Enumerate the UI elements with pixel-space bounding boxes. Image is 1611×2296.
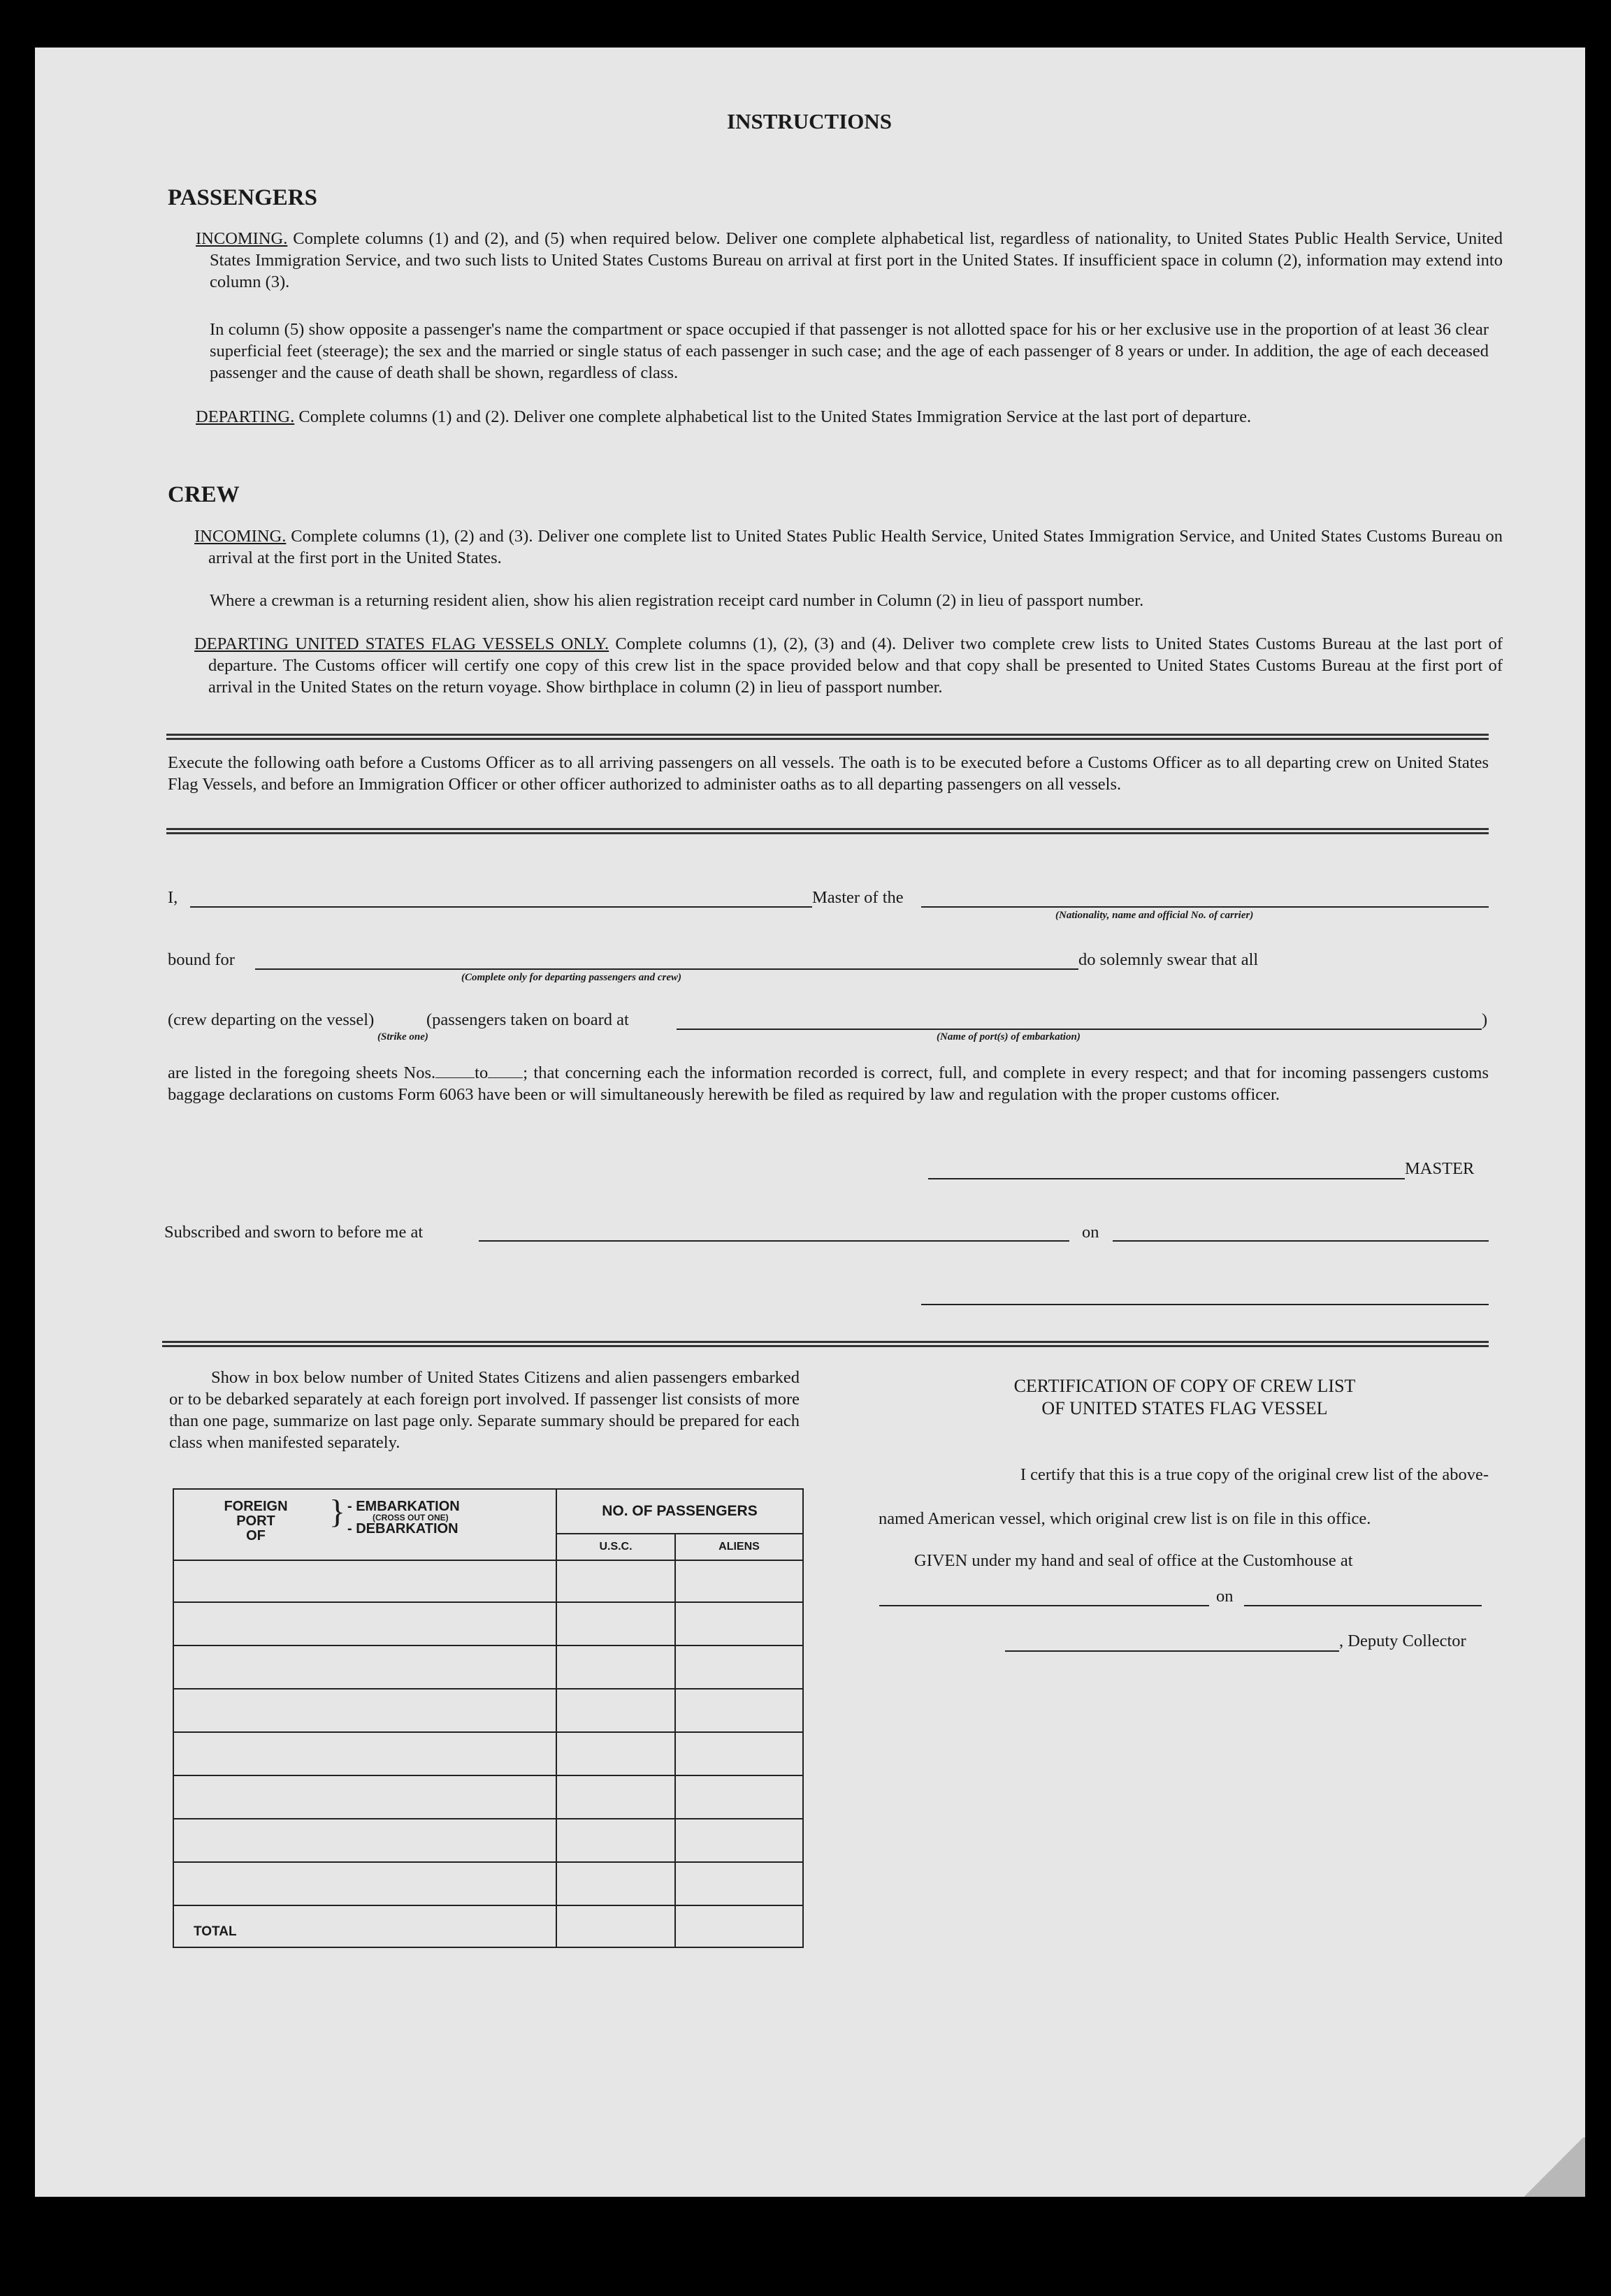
brace-icon: } — [329, 1493, 346, 1530]
table-row — [173, 1602, 803, 1645]
oath-intro: Execute the following oath before a Customs Officer as to all arriving passengers on all vessels. The oath is to be executed before a Customs Officer as to all departing crew on United States Flag Vessels, and before an Immigration Officer or other officer authorized to administer oaths as to all departing passengers on all vessels. — [168, 753, 1489, 794]
port-label: PORT — [236, 1513, 275, 1529]
sheet-from-field[interactable] — [435, 1077, 475, 1078]
passengers-departing-text: Complete columns (1) and (2). Deliver one complete alphabetical list to the United States Immigration Service at the last port of departure. — [298, 407, 1252, 426]
certification-title — [881, 1375, 1489, 1420]
nationality-hint: (Nationality, name and official No. of carrier) — [1055, 910, 1254, 921]
usc-cell[interactable] — [556, 1645, 675, 1689]
deputy-signature-field[interactable] — [1005, 1650, 1339, 1652]
given-date-field[interactable] — [1244, 1605, 1482, 1606]
usc-total-cell[interactable] — [556, 1905, 675, 1947]
divider — [166, 828, 1489, 834]
sworn-at-field[interactable] — [479, 1240, 1069, 1242]
listed-text-a: are listed in the foregoing sheets Nos. — [168, 1063, 436, 1082]
usc-cell[interactable] — [556, 1560, 675, 1602]
table-row — [173, 1819, 803, 1862]
certification-title-line-1: CERTIFICATION OF COPY OF CREW LIST — [1013, 1376, 1356, 1396]
summary-instructions: Show in box below number of United States Citizens and alien passengers embarked or to be debarked separately at each foreign port involved. If passenger list consists of more than one page, summarize on last page only. Separate summary should be prepared for each class when manifested separately. — [169, 1368, 800, 1452]
divider — [166, 734, 1489, 740]
swear-text: do solemnly swear that all — [1078, 950, 1259, 969]
port-cell[interactable] — [173, 1732, 556, 1775]
crew-departing-label: DEPARTING UNITED STATES FLAG VESSELS ONLY. — [194, 634, 609, 653]
sheet-to-field[interactable] — [488, 1077, 523, 1078]
strike-hint: (Strike one) — [377, 1031, 428, 1042]
usc-cell[interactable] — [556, 1689, 675, 1732]
aliens-cell[interactable] — [675, 1560, 803, 1602]
debarkation-label: - DEBARKATION — [347, 1521, 458, 1536]
table-row — [173, 1862, 803, 1905]
table-row — [173, 1645, 803, 1689]
aliens-header: ALIENS — [675, 1534, 803, 1560]
crew-incoming — [194, 525, 1503, 569]
passengers-incoming — [196, 228, 1503, 293]
crew-resident-note: Where a crewman is a returning resident alien, show his alien registration receipt card number in Column (2) in lieu of passport number. — [210, 591, 1144, 610]
port-header — [173, 1489, 556, 1560]
passengers-departing — [196, 406, 1503, 428]
aliens-cell[interactable] — [675, 1602, 803, 1645]
master-of-the-label: Master of the — [812, 888, 904, 907]
port-cell[interactable] — [173, 1602, 556, 1645]
passengers-incoming-text: Complete columns (1) and (2), and (5) when required below. Deliver one complete alphabetical list, regardless of nationality, to United States Public Health Service, United States Immigration Service, and two such lists to United States Customs Bureau on arrival at first port in the United States. If insufficient space in column (2), information may extend into column (3). — [210, 229, 1503, 291]
table-row — [173, 1732, 803, 1775]
listed-paragraph — [168, 1062, 1489, 1105]
divider — [162, 1341, 1489, 1347]
sworn-date-field[interactable] — [1113, 1240, 1489, 1242]
sworn-on-label: on — [1082, 1223, 1099, 1242]
passengers-departing-label: DEPARTING. — [196, 407, 295, 426]
no-of-passengers-header: NO. OF PASSENGERS — [556, 1489, 803, 1534]
deputy-collector-label: , Deputy Collector — [1339, 1632, 1466, 1650]
port-cell[interactable] — [173, 1689, 556, 1732]
aliens-cell[interactable] — [675, 1645, 803, 1689]
given-text: GIVEN under my hand and seal of office at the Customhouse at — [914, 1551, 1353, 1570]
bound-hint: (Complete only for departing passengers and crew) — [461, 972, 681, 983]
form-sheet — [35, 48, 1585, 2197]
aliens-cell[interactable] — [675, 1819, 803, 1862]
of-label: OF — [246, 1528, 266, 1543]
bound-for-label: bound for — [168, 950, 235, 969]
table-row — [173, 1560, 803, 1602]
listed-text-b: ; that concerning each the information recorded is correct, full, and complete in every respect; and that for incoming passengers customs baggage declarations on customs Form 6063 have been or will simultaneously herewith be filed as required by law and regulation with the proper customs officer. — [168, 1063, 1489, 1104]
aliens-cell[interactable] — [675, 1689, 803, 1732]
subscribed-label: Subscribed and sworn to before me at — [164, 1223, 424, 1242]
port-cell[interactable] — [173, 1819, 556, 1862]
cross-out-label: (CROSS OUT ONE) — [373, 1513, 449, 1523]
aliens-cell[interactable] — [675, 1732, 803, 1775]
embarkation-label: - EMBARKATION — [347, 1499, 460, 1514]
bound-for-field[interactable] — [255, 968, 1078, 970]
crew-incoming-label: INCOMING. — [194, 527, 287, 546]
port-cell[interactable] — [173, 1645, 556, 1689]
officer-signature-field[interactable] — [921, 1304, 1489, 1305]
usc-cell[interactable] — [556, 1775, 675, 1819]
certify-line-2: named American vessel, which original crew list is on file in this office. — [879, 1509, 1371, 1528]
certify-line-1: I certify that this is a true copy of the original crew list of the above- — [1020, 1465, 1489, 1484]
page-title: INSTRUCTIONS — [727, 109, 893, 133]
passenger-summary-table — [173, 1488, 804, 1948]
passengers-incoming-label: INCOMING. — [196, 229, 288, 248]
embarkation-port-field[interactable] — [677, 1029, 1482, 1030]
port-cell[interactable] — [173, 1560, 556, 1602]
oath-i: I, — [168, 888, 178, 907]
passengers-column5: In column (5) show opposite a passenger's name the compartment or space occupied if that passenger is not allotted space for his or her exclusive use in the proportion of at least 36 clear superficial feet (steerage); the sex and the married or single status of each passenger in such case; and the age of each passenger of 8 years or under. In addition, the age of each deceased passenger and the cause of death shall be shown, regardless of class. — [210, 320, 1489, 382]
carrier-field[interactable] — [921, 906, 1489, 908]
foreign-label: FOREIGN — [224, 1499, 288, 1514]
port-cell[interactable] — [173, 1862, 556, 1905]
crew-heading: CREW — [168, 482, 240, 507]
crew-departing-text: Complete columns (1), (2), (3) and (4). Deliver two complete crew lists to United States Customs Bureau at the last port of departure. The Customs officer will certify one copy of this crew list in the space provided below and that copy shall be presented to United States Customs Bureau at the first port of arrival in the United States on the return voyage. Show birthplace in column (2) in lieu of passport number. — [208, 634, 1503, 697]
crew-incoming-text: Complete columns (1), (2) and (3). Deliver one complete list to United States Public Health Service, United States Immigration Service, and United States Customs Bureau on arrival at the first port in the United States. — [208, 527, 1503, 567]
folded-corner — [1522, 2137, 1585, 2197]
crew-departing — [194, 633, 1503, 698]
listed-to: to — [475, 1063, 489, 1082]
table-row — [173, 1689, 803, 1732]
master-name-field[interactable] — [190, 906, 812, 908]
ports-hint: (Name of port(s) of embarkation) — [937, 1031, 1081, 1042]
usc-cell[interactable] — [556, 1862, 675, 1905]
usc-cell[interactable] — [556, 1819, 675, 1862]
aliens-cell[interactable] — [675, 1775, 803, 1819]
certification-title-line-2: OF UNITED STATES FLAG VESSEL — [1041, 1398, 1328, 1418]
passengers-heading: PASSENGERS — [168, 185, 317, 210]
master-signature-field[interactable] — [928, 1178, 1405, 1179]
master-label: MASTER — [1405, 1159, 1475, 1178]
usc-cell[interactable] — [556, 1602, 675, 1645]
total-row — [173, 1905, 803, 1947]
customhouse-field[interactable] — [879, 1605, 1209, 1606]
close-paren: ) — [1482, 1010, 1488, 1029]
total-label: TOTAL — [173, 1905, 556, 1947]
usc-header: U.S.C. — [556, 1534, 675, 1560]
passengers-paren: (passengers taken on board at — [426, 1010, 629, 1029]
usc-cell[interactable] — [556, 1732, 675, 1775]
aliens-total-cell[interactable] — [675, 1905, 803, 1947]
port-cell[interactable] — [173, 1775, 556, 1819]
aliens-cell[interactable] — [675, 1862, 803, 1905]
crew-paren: (crew departing on the vessel) — [168, 1010, 375, 1029]
given-on-label: on — [1216, 1587, 1234, 1606]
table-row — [173, 1775, 803, 1819]
